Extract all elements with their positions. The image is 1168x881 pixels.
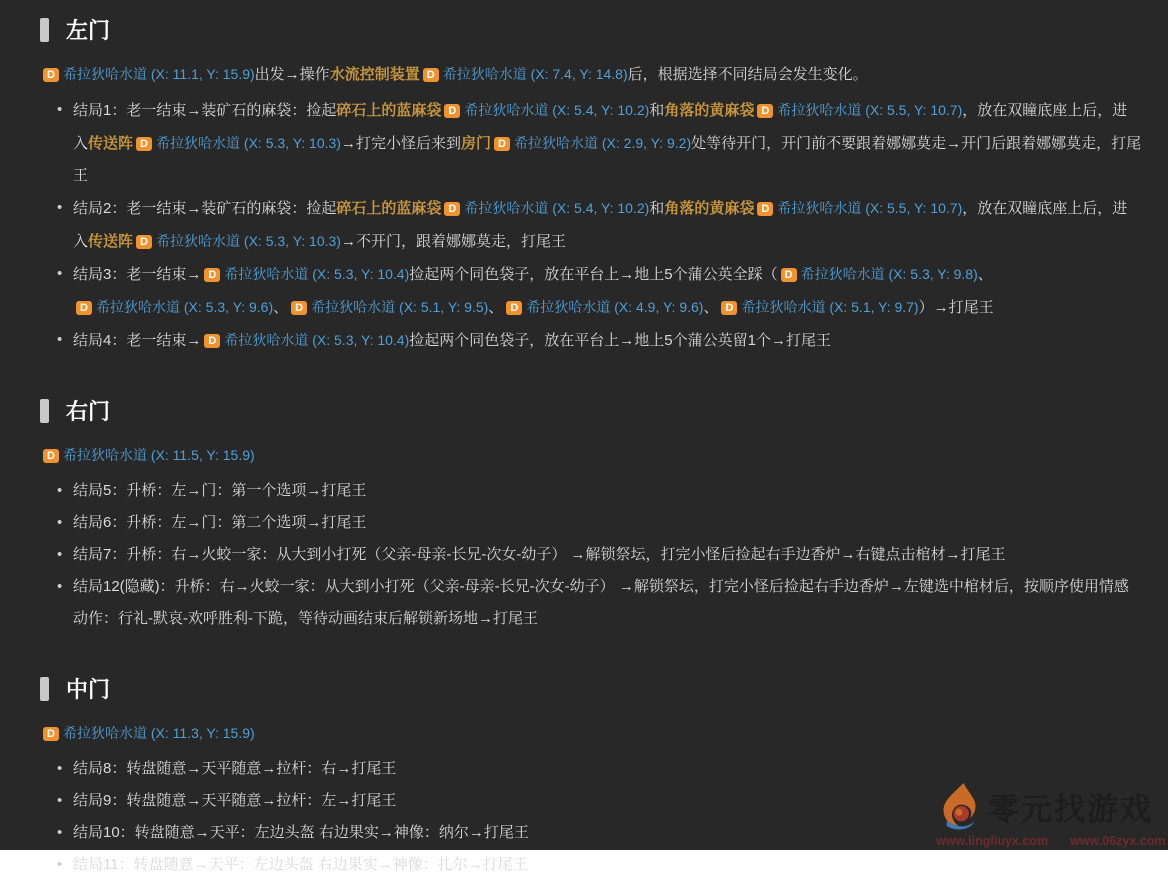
section-right-door (40, 395, 1142, 635)
text-run: 结局12(隐藏)：升桥：右→火蛟一家：从大到小打死（父亲-母亲-长兄-次女-幼子） →解锁祭坛，打完小怪后捡起右手边香炉→左键选中棺材后，按顺序使用情感动作：行礼-默哀-欢呼胜利-下跪，等待动画结束后解锁新场地→打尾王 (73, 578, 1129, 627)
text-run: →不开门，跟着娜娜莫走，打尾王 (340, 233, 566, 250)
section-title: 左门 (66, 18, 111, 43)
map-location-link[interactable] (133, 135, 341, 151)
map-location-link[interactable] (778, 266, 978, 282)
map-pin-icon: D (757, 202, 773, 216)
map-location-link[interactable] (754, 102, 962, 118)
flame-logo-icon (936, 780, 982, 832)
highlight-term: 传送阵 (88, 135, 134, 152)
highlight-term: 传送阵 (88, 233, 134, 250)
map-link-label: 希拉狄哈水道 (X: 5.3, Y: 9.8) (800, 266, 978, 282)
ending-item (57, 258, 1142, 324)
text-run: 和 (649, 102, 665, 119)
map-location-link[interactable] (441, 200, 649, 216)
watermark-title: 零元找游戏 (988, 791, 1153, 827)
section-title: 中门 (66, 677, 111, 702)
heading-bar-icon (40, 677, 49, 701)
text-run: 结局8：转盘随意→天平随意→拉杆：右→打尾王 (73, 760, 397, 777)
highlight-term: 角落的黄麻袋 (664, 200, 755, 217)
map-location-link[interactable] (754, 200, 962, 216)
text-run: 和 (649, 200, 665, 217)
map-link-label: 希拉狄哈水道 (X: 5.1, Y: 9.5) (311, 299, 489, 315)
highlight-term: 水流控制装置 (329, 66, 420, 83)
text-run: 后，根据选择不同结局会发生变化。 (627, 66, 868, 83)
highlight-term: 碎石上的蓝麻袋 (336, 200, 442, 217)
map-location-link[interactable] (491, 135, 691, 151)
map-link-label: 希拉狄哈水道 (X: 5.4, Y: 10.2) (464, 102, 650, 118)
ending-item (57, 192, 1142, 258)
map-link-label: 希拉狄哈水道 (X: 4.9, Y: 9.6) (526, 299, 704, 315)
ending-item (57, 571, 1142, 635)
text-run: 结局11：转盘随意→天平：左边头盔 右边果实→神像：扎尔→打尾王 (73, 856, 528, 873)
text-run: 结局7：升桥：右→火蛟一家：从大到小打死（父亲-母亲-长兄-次女-幼子） →解锁祭坛，打完小怪后捡起右手边香炉→右键点击棺材→打尾王 (73, 546, 1006, 563)
map-pin-icon: D (781, 268, 797, 282)
text-run: 结局6：升桥：左→门：第二个选项→打尾王 (73, 514, 367, 531)
site-watermark (936, 780, 1166, 848)
text-run: →打完小怪后来到 (340, 135, 461, 152)
ending-list (40, 475, 1142, 635)
map-pin-icon: D (204, 334, 220, 348)
section-intro (40, 444, 1142, 467)
map-location-link[interactable] (201, 266, 409, 282)
ending-item (57, 849, 1142, 881)
map-location-link[interactable] (133, 233, 341, 249)
content (40, 14, 1142, 881)
map-link-label: 希拉狄哈水道 (X: 11.3, Y: 15.9) (63, 725, 255, 741)
text-run: ，放在双瞳底座上后，进入 (73, 102, 1128, 152)
map-link-label: 希拉狄哈水道 (X: 5.3, Y: 10.4) (224, 266, 410, 282)
map-location-link[interactable] (201, 332, 409, 348)
ending-item (57, 539, 1142, 571)
map-link-label: 希拉狄哈水道 (X: 5.5, Y: 10.7) (777, 200, 963, 216)
text-run: 结局1：老一结束→装矿石的麻袋：捡起 (73, 102, 337, 119)
map-link-label: 希拉狄哈水道 (X: 7.4, Y: 14.8) (442, 66, 628, 82)
map-pin-icon: D (506, 301, 522, 315)
text-run: 、 (977, 266, 993, 283)
text-run: ，放在双瞳底座上后，进入 (73, 200, 1128, 250)
map-pin-icon: D (43, 68, 59, 82)
text-run: 出发→操作 (254, 66, 330, 83)
map-pin-icon: D (444, 104, 460, 118)
map-location-link[interactable] (503, 299, 703, 315)
ending-item (57, 475, 1142, 507)
map-pin-icon: D (204, 268, 220, 282)
map-pin-icon: D (494, 137, 510, 151)
map-location-link[interactable] (40, 725, 255, 741)
text-run: 处等待开门，开门前不要跟着娜娜莫走→开门后跟着娜娜莫走，打尾王 (73, 135, 1142, 184)
map-link-label: 希拉狄哈水道 (X: 11.5, Y: 15.9) (63, 447, 255, 463)
map-pin-icon: D (291, 301, 307, 315)
highlight-term: 碎石上的蓝麻袋 (336, 102, 442, 119)
section-heading (40, 395, 1142, 426)
map-location-link[interactable] (73, 299, 273, 315)
text-run: 结局4：老一结束→ (73, 332, 202, 349)
highlight-term: 房门 (460, 135, 491, 152)
ending-item (57, 94, 1142, 192)
text-run: 结局5：升桥：左→门：第一个选项→打尾王 (73, 482, 367, 499)
map-pin-icon: D (43, 449, 59, 463)
heading-bar-icon (40, 18, 49, 42)
ending-list (40, 94, 1142, 357)
map-pin-icon: D (136, 235, 152, 249)
map-pin-icon: D (136, 137, 152, 151)
map-link-label: 希拉狄哈水道 (X: 5.5, Y: 10.7) (777, 102, 963, 118)
map-link-label: 希拉狄哈水道 (X: 5.4, Y: 10.2) (464, 200, 650, 216)
text-run: 捡起两个同色袋子，放在平台上→地上5个蒲公英全踩（ (409, 266, 778, 283)
map-location-link[interactable] (40, 66, 255, 82)
text-run: 、 (703, 299, 719, 316)
section-heading (40, 673, 1142, 704)
map-location-link[interactable] (420, 66, 628, 82)
map-link-label: 希拉狄哈水道 (X: 5.3, Y: 9.6) (96, 299, 274, 315)
text-run: 、 (273, 299, 289, 316)
text-run: 结局9：转盘随意→天平随意→拉杆：左→打尾王 (73, 792, 397, 809)
map-link-label: 希拉狄哈水道 (X: 5.3, Y: 10.4) (224, 332, 410, 348)
watermark-urls (936, 834, 1166, 848)
map-link-label: 希拉狄哈水道 (X: 5.3, Y: 10.3) (156, 233, 341, 249)
section-heading (40, 14, 1142, 45)
text-run: 捡起两个同色袋子，放在平台上→地上5个蒲公英留1个→打尾王 (409, 332, 831, 349)
text-run: 结局2：老一结束→装矿石的麻袋：捡起 (73, 200, 337, 217)
watermark-url-2: www.06zyx.com (1070, 834, 1166, 848)
heading-bar-icon (40, 399, 49, 423)
ending-item (57, 324, 1142, 357)
map-pin-icon: D (423, 68, 439, 82)
map-location-link[interactable] (718, 299, 918, 315)
map-link-label: 希拉狄哈水道 (X: 5.3, Y: 10.3) (156, 135, 341, 151)
ending-item (57, 507, 1142, 539)
section-middle-door (40, 673, 1142, 881)
map-link-label: 希拉狄哈水道 (X: 11.1, Y: 15.9) (63, 66, 255, 82)
text-run: 结局3：老一结束→ (73, 266, 202, 283)
map-link-label: 希拉狄哈水道 (X: 2.9, Y: 9.2) (513, 135, 692, 151)
map-location-link[interactable] (288, 299, 488, 315)
map-pin-icon: D (444, 202, 460, 216)
text-run: 、 (488, 299, 504, 316)
map-link-label: 希拉狄哈水道 (X: 5.1, Y: 9.7) (741, 299, 919, 315)
section-left-door (40, 14, 1142, 357)
section-intro (40, 722, 1142, 745)
watermark-top-row (936, 780, 1166, 832)
highlight-term: 角落的黄麻袋 (664, 102, 755, 119)
map-pin-icon: D (757, 104, 773, 118)
map-location-link[interactable] (40, 447, 255, 463)
text-run: ）→打尾王 (918, 299, 994, 316)
map-location-link[interactable] (441, 102, 649, 118)
section-title: 右门 (66, 399, 111, 424)
section-intro (40, 63, 1142, 86)
map-pin-icon: D (721, 301, 737, 315)
watermark-url-1: www.lingliuyx.com (936, 834, 1049, 848)
map-pin-icon: D (43, 727, 59, 741)
text-run: 结局10：转盘随意→天平：左边头盔 右边果实→神像：纳尔→打尾王 (73, 824, 529, 841)
map-pin-icon: D (76, 301, 92, 315)
